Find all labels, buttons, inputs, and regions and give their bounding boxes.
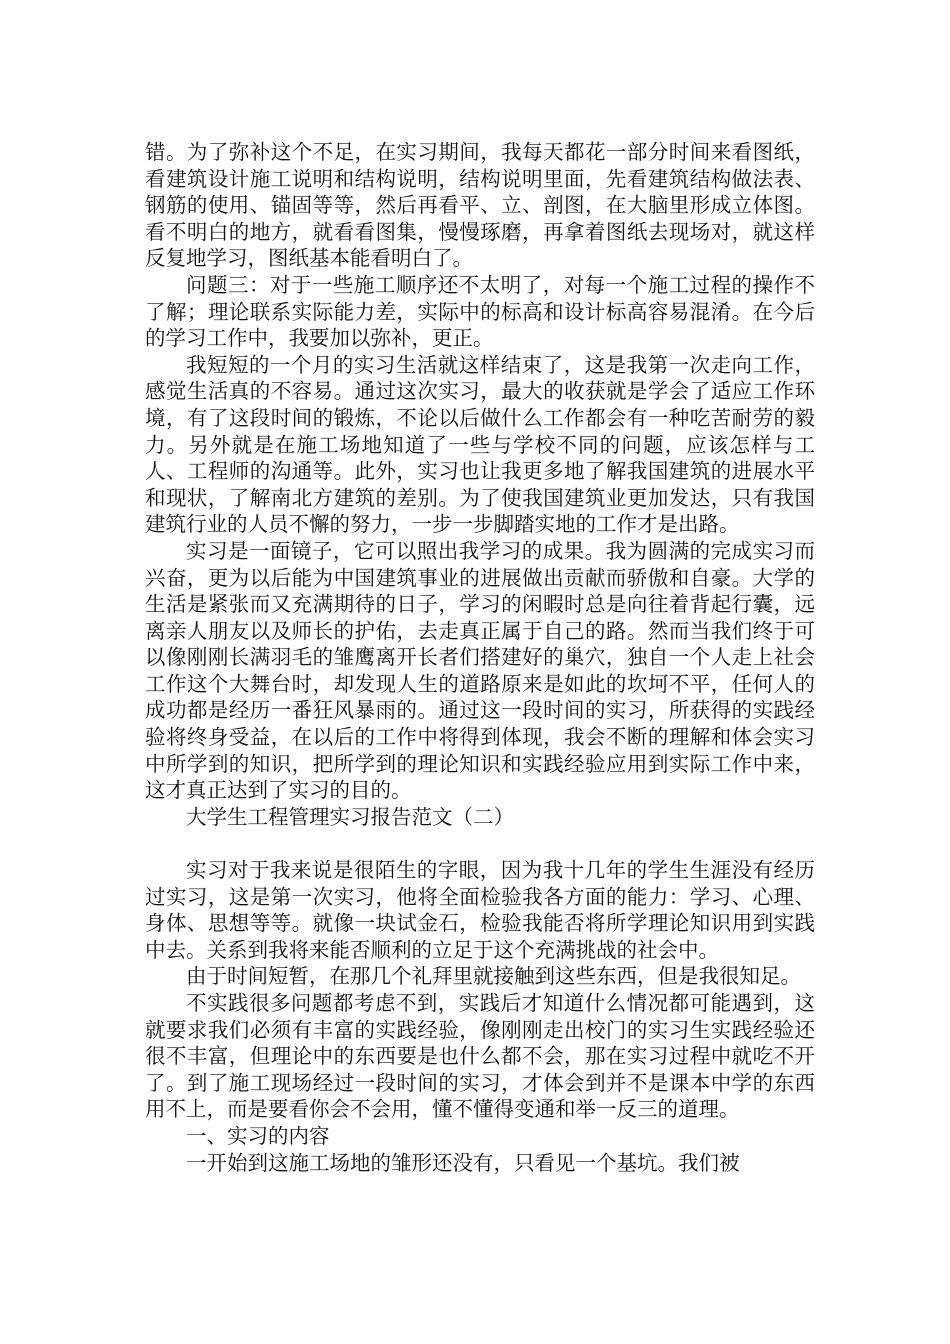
paragraph-short-time: 由于时间短暂，在那几个礼拜里就接触到这些东西，但是我很知足。	[186, 964, 801, 989]
blank-line	[145, 830, 815, 857]
document-page	[145, 139, 815, 1176]
paragraph-beginning: 一开始到这施工场地的雏形还没有，只看见一个基坑。我们被	[186, 1150, 740, 1175]
paragraph-internship-end: 我短短的一个月的实习生活就这样结束了，这是我第一次走向工作，感觉生活真的不容易。通过这次实习，最大的收获就是学会了适应工作环境，有了这段时间的锻炼，不论以后做什么工作都会有一种吃苦耐劳的毅力。另外就是在施工场地知道了一些与学校不同的问题，应该怎样与工人、工程师的沟通等。此外，实习也让我更多地了解我国建筑的进展水平和现状，了解南北方建筑的差别。为了使我国建筑业更加发达，只有我国建筑行业的人员不懈的努力，一步一步脚踏实地的工作才是出路。	[145, 352, 815, 537]
paragraph-practice: 不实践很多问题都考虑不到，实践后才知道什么情况都可能遇到，这就要求我们必须有丰富的实践经验，像刚刚走出校门的实习生实践经验还很不丰富，但理论中的东西要是也什么都不会，那在实习过程中就吃不开了。到了施工现场经过一段时间的实习，才体会到并不是课本中学的东西用不上，而是要看你会不会用，懂不懂得变通和举一反三的道理。	[145, 991, 815, 1122]
section-title: 大学生工程管理实习报告范文（二）	[186, 804, 514, 829]
paragraph-continuation: 错。为了弥补这个不足，在实习期间，我每天都花一部分时间来看图纸，看建筑设计施工说明和结构说明，结构说明里面，先看建筑结构做法表、钢筋的使用、锚固等等，然后再看平、立、剖图，在大脑里形成立体图。看不明白的地方，就看看图集，慢慢琢磨，再拿着图纸去现场对，就这样反复地学习，图纸基本能看明白了。	[145, 140, 815, 271]
paragraph-strange-word: 实习对于我来说是很陌生的字眼，因为我十几年的学生生涯没有经历过实习，这是第一次实习，他将全面检验我各方面的能力：学习、心理、身体、思想等等。就像一块试金石，检验我能否将所学理论知识用到实践中去。关系到我将来能否顺利的立足于这个充满挑战的社会中。	[145, 858, 815, 962]
paragraph-problem-three: 问题三：对于一些施工顺序还不太明了，对每一个施工过程的操作不了解；理论联系实际能力差，实际中的标高和设计标高容易混淆。在今后的学习工作中，我要加以弥补，更正。	[145, 272, 815, 351]
paragraph-mirror: 实习是一面镜子，它可以照出我学习的成果。我为圆满的完成实习而兴奋，更为以后能为中国建筑事业的进展做出贡献而骄傲和自豪。大学的生活是紧张而又充满期待的日子，学习的闲暇时总是向往着背起行囊，远离亲人朋友以及师长的护佑，去走真正属于自己的路。然而当我们终于可以像刚刚长满羽毛的雏鹰离开长者们搭建好的巢穴，独自一个人走上社会工作这个大舞台时，却发现人生的道路原来是如此的坎坷不平，任何人的成功都是经历一番狂风暴雨的。通过这一段时间的实习，所获得的实践经验将终身受益，在以后的工作中将得到体现，我会不断的理解和体会实习中所学到的知识，把所学到的理论知识和实践经验应用到实际工作中来，这才真正达到了实习的目的。	[145, 538, 815, 803]
subheading-content: 一、实习的内容	[186, 1123, 330, 1148]
